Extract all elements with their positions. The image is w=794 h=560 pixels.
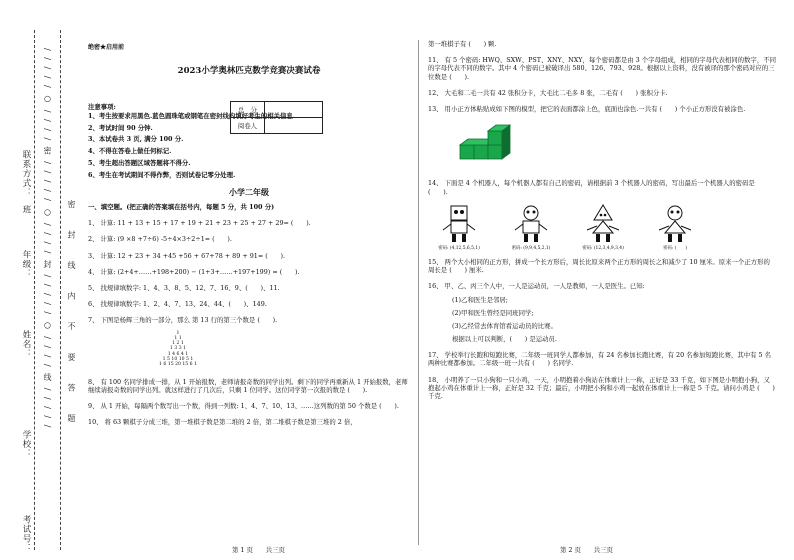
grade-label: 年级： xyxy=(21,250,31,279)
notice-item: 6、考生在考试期间不得作弊，否则试卷记零分处理. xyxy=(88,170,236,179)
question-17: 17、 学校举行长跑和短跑比赛，二年级一班同学人都参加，有 24 名参加长跑比赛，有 20 名参加短跑比赛，其中有 5 名两种比赛都参加。二年级一班一共有 ( ) 名同学. xyxy=(428,351,772,368)
left-footer: 第 1 页 共三页 xyxy=(232,546,285,554)
robot-4 xyxy=(644,204,706,252)
notice-item: 1、考生按要求用黑色.蓝色圆珠笔或钢笔在密封线内填好考生的相关信息. xyxy=(88,111,296,120)
triangle-row: 1 xyxy=(176,330,180,336)
question-18: 18、 小明养了一只小狗和一只小鸡，一天，小明抱着小狗站在体重计上一称，正好是 33 千克，如下图是小明抱小狗，又抱起小鸡在体重计上一称，正好是 32 千克；最后，小明把小狗和小鸡一起放在体重计上一称是 5 千克。请问小鸡是 ( ) 千克. xyxy=(428,375,775,400)
right-page xyxy=(428,40,776,408)
contact-label: 联系方式： xyxy=(21,150,31,198)
dashed-line-outer xyxy=(34,30,35,550)
grade-heading: 小学二年级 xyxy=(229,186,269,197)
robot-triangle-head-icon xyxy=(583,204,623,244)
exam-title: 2023小学奥林匹克数学竞赛决赛试卷 xyxy=(177,65,321,76)
binding-strip xyxy=(0,0,86,560)
total-score-label: 总 分 xyxy=(231,102,265,118)
robot-1 xyxy=(428,204,490,252)
triangle-row: 1 3 3 1 xyxy=(169,346,187,352)
question-16: 16、 甲、乙、丙三个人中，一人是运动员，一人是教师，一人是医生。已知: xyxy=(428,282,645,291)
question-12: 12、 大毛和二毛一共有 42 张积分卡，大毛比二毛多 8 张，二毛有 ( ) 张积分卡. xyxy=(428,88,668,97)
school-label: 学校： xyxy=(21,430,31,459)
robot-square-head-icon xyxy=(439,204,479,244)
notice-item: 5、考生超出答题区域答题将不得分. xyxy=(88,158,191,167)
robot-code: 密码: (4,12,5,6,5,1) xyxy=(438,246,480,252)
grader-cell[interactable] xyxy=(265,118,323,134)
robot-code: 密码: (9,9,4,5,2,1) xyxy=(511,246,551,252)
fact-line: (2)甲和医生曾经是同班同学; xyxy=(452,308,534,317)
dashed-line-inner xyxy=(60,30,61,550)
question: 5、 找规律填数字: 1、4、3、8、5、12、7、16、9、( )、11. xyxy=(88,284,280,292)
fact-line: 根据以上可以判断，( ) 是运动员. xyxy=(452,335,557,344)
question: 4、 计算: (2+4+……+198+200) − (1+3+……+197+199) = ( ). xyxy=(88,267,300,276)
question: 2、 计算: (9 ×8 +7÷6) -5÷4×3÷2÷1= ( ). xyxy=(88,235,232,244)
triangle-row: 1 2 1 xyxy=(172,341,184,347)
robot-mixed-head-icon xyxy=(655,204,695,244)
question: 1、 计算: 11 + 13 + 15 + 17 + 19 + 21 + 23 + 25 + 27 + 29= ( ). xyxy=(88,219,311,228)
class-label: 班 xyxy=(21,205,31,215)
cube xyxy=(460,125,510,159)
section-title: 一、填空题。(把正确的答案填在括号内，每题 5 分，共 100 分) xyxy=(88,203,275,212)
cube-model-svg xyxy=(456,121,520,167)
question-14: 14、 下面是 4 个机器人，每个机器人都有自己的密码，请根据前 3 个机器人的密码，写出最后一个机器人的密码是 ( ). xyxy=(428,179,755,196)
seal-line: / / / / / ○ / / / / 密 / / / / / ○ / / / / 封 / / / / / ○ / / / / 线 / / / / / xyxy=(43,48,52,430)
robot-2 xyxy=(500,204,562,252)
fact-line: (1)乙和医生是邻居; xyxy=(452,295,508,304)
question-9: 9、 从 1 开始，每隔两个数写出一个数，得到一列数: 1、4、7、10、13、……这列数的第 50 个数是 ( ). xyxy=(88,401,399,410)
question-10-cont: 第一堆棋子有 ( ) 颗. xyxy=(428,40,497,48)
notice-item: 2、考试时间 90 分钟. xyxy=(88,123,153,132)
notice-item: 3、本试卷共 3 页, 满分 100 分. xyxy=(88,135,184,144)
robot-3 xyxy=(572,204,634,252)
grader-label: 阅卷人 xyxy=(231,118,265,134)
notice-title: 注意事项: xyxy=(88,102,116,111)
cube-model-figure xyxy=(456,121,776,169)
secret-mark: 绝密★启用前 xyxy=(88,44,125,51)
score-table xyxy=(230,101,323,134)
triangle-row: 1 5 10 10 5 1 xyxy=(162,356,194,362)
right-footer: 第 2 页 共三页 xyxy=(560,546,613,554)
question-8: 8、 有 100 名同学排成一排，从 1 开始报数，老师请报奇数的同学出列。剩下的同学再重新从 1 开始报数，老师继续请报奇数的同学出列。就这样进行了几次后，只剩 1 位同学。这位同学第一次报的数是 ( ). xyxy=(88,377,408,394)
robot-code: 密码: (12,3,4,9,3,4) xyxy=(582,246,624,252)
question-11: 11、 有 5 个密码: HWQ、SXW、PST、XNY、NXY，每个密码都是由 3 个字母组成，相同的字母代表相同的数字，不同的字母代表不同的数字。其中 4 个密码已被破译出 580、126、793、928。根据以上资料，没有被译的那个密码对应的三位数是 ( ). xyxy=(428,56,776,81)
pascal-triangle xyxy=(118,331,238,368)
fact-line: (3)乙经常去体育馆看运动员的比赛。 xyxy=(452,321,557,330)
robot-figures xyxy=(428,204,776,252)
question-13: 13、 用小正方体粘贴成如下图的模型，把它的表面都涂上色，底面也涂色.一共有 ( ) 个小正方形没有被涂色. xyxy=(428,104,746,113)
total-score-cell[interactable] xyxy=(265,102,323,118)
triangle-row: 1 6 15 20 15 6 1 xyxy=(159,362,197,368)
question: 3、 计算: 12 + 23 + 34 +45 +56 + 67+78 + 89 + 91= ( ). xyxy=(88,251,286,260)
exam-no-label: 考试号： xyxy=(21,515,31,553)
name-label: 姓名： xyxy=(21,330,31,359)
triangle-row: 1 4 6 4 1 xyxy=(167,351,189,357)
robot-code: 密码: ( ) xyxy=(663,246,687,252)
question: 7、 下图是杨辉三角的一部分，那么 第 13 行的第三个数是 ( ). xyxy=(88,316,278,325)
question: 6、 找规律填数字: 1、2、4、7、13、24、44、( )、149. xyxy=(88,300,267,309)
robot-round-head-icon xyxy=(511,204,551,244)
question-15: 15、 两个大小相同的正方形，拼成一个长方形后，周长比原来两个正方形的周长之和减少了 10 厘米。原来一个正方形的周长是 ( ) 厘米. xyxy=(428,257,770,275)
question-16-facts xyxy=(428,296,776,344)
page-divider xyxy=(418,40,419,545)
no-answer-warning: 密 封 线 内 不 要 答 题 xyxy=(67,200,76,432)
triangle-row: 1 1 xyxy=(174,335,182,341)
question-10: 10、 将 63 颗棋子分成三堆，第一堆棋子数是第二堆的 2 倍，第二堆棋子数是第三堆的 2 倍， xyxy=(88,418,357,427)
notice-item: 4、不得在答卷上做任何标记. xyxy=(88,147,172,156)
